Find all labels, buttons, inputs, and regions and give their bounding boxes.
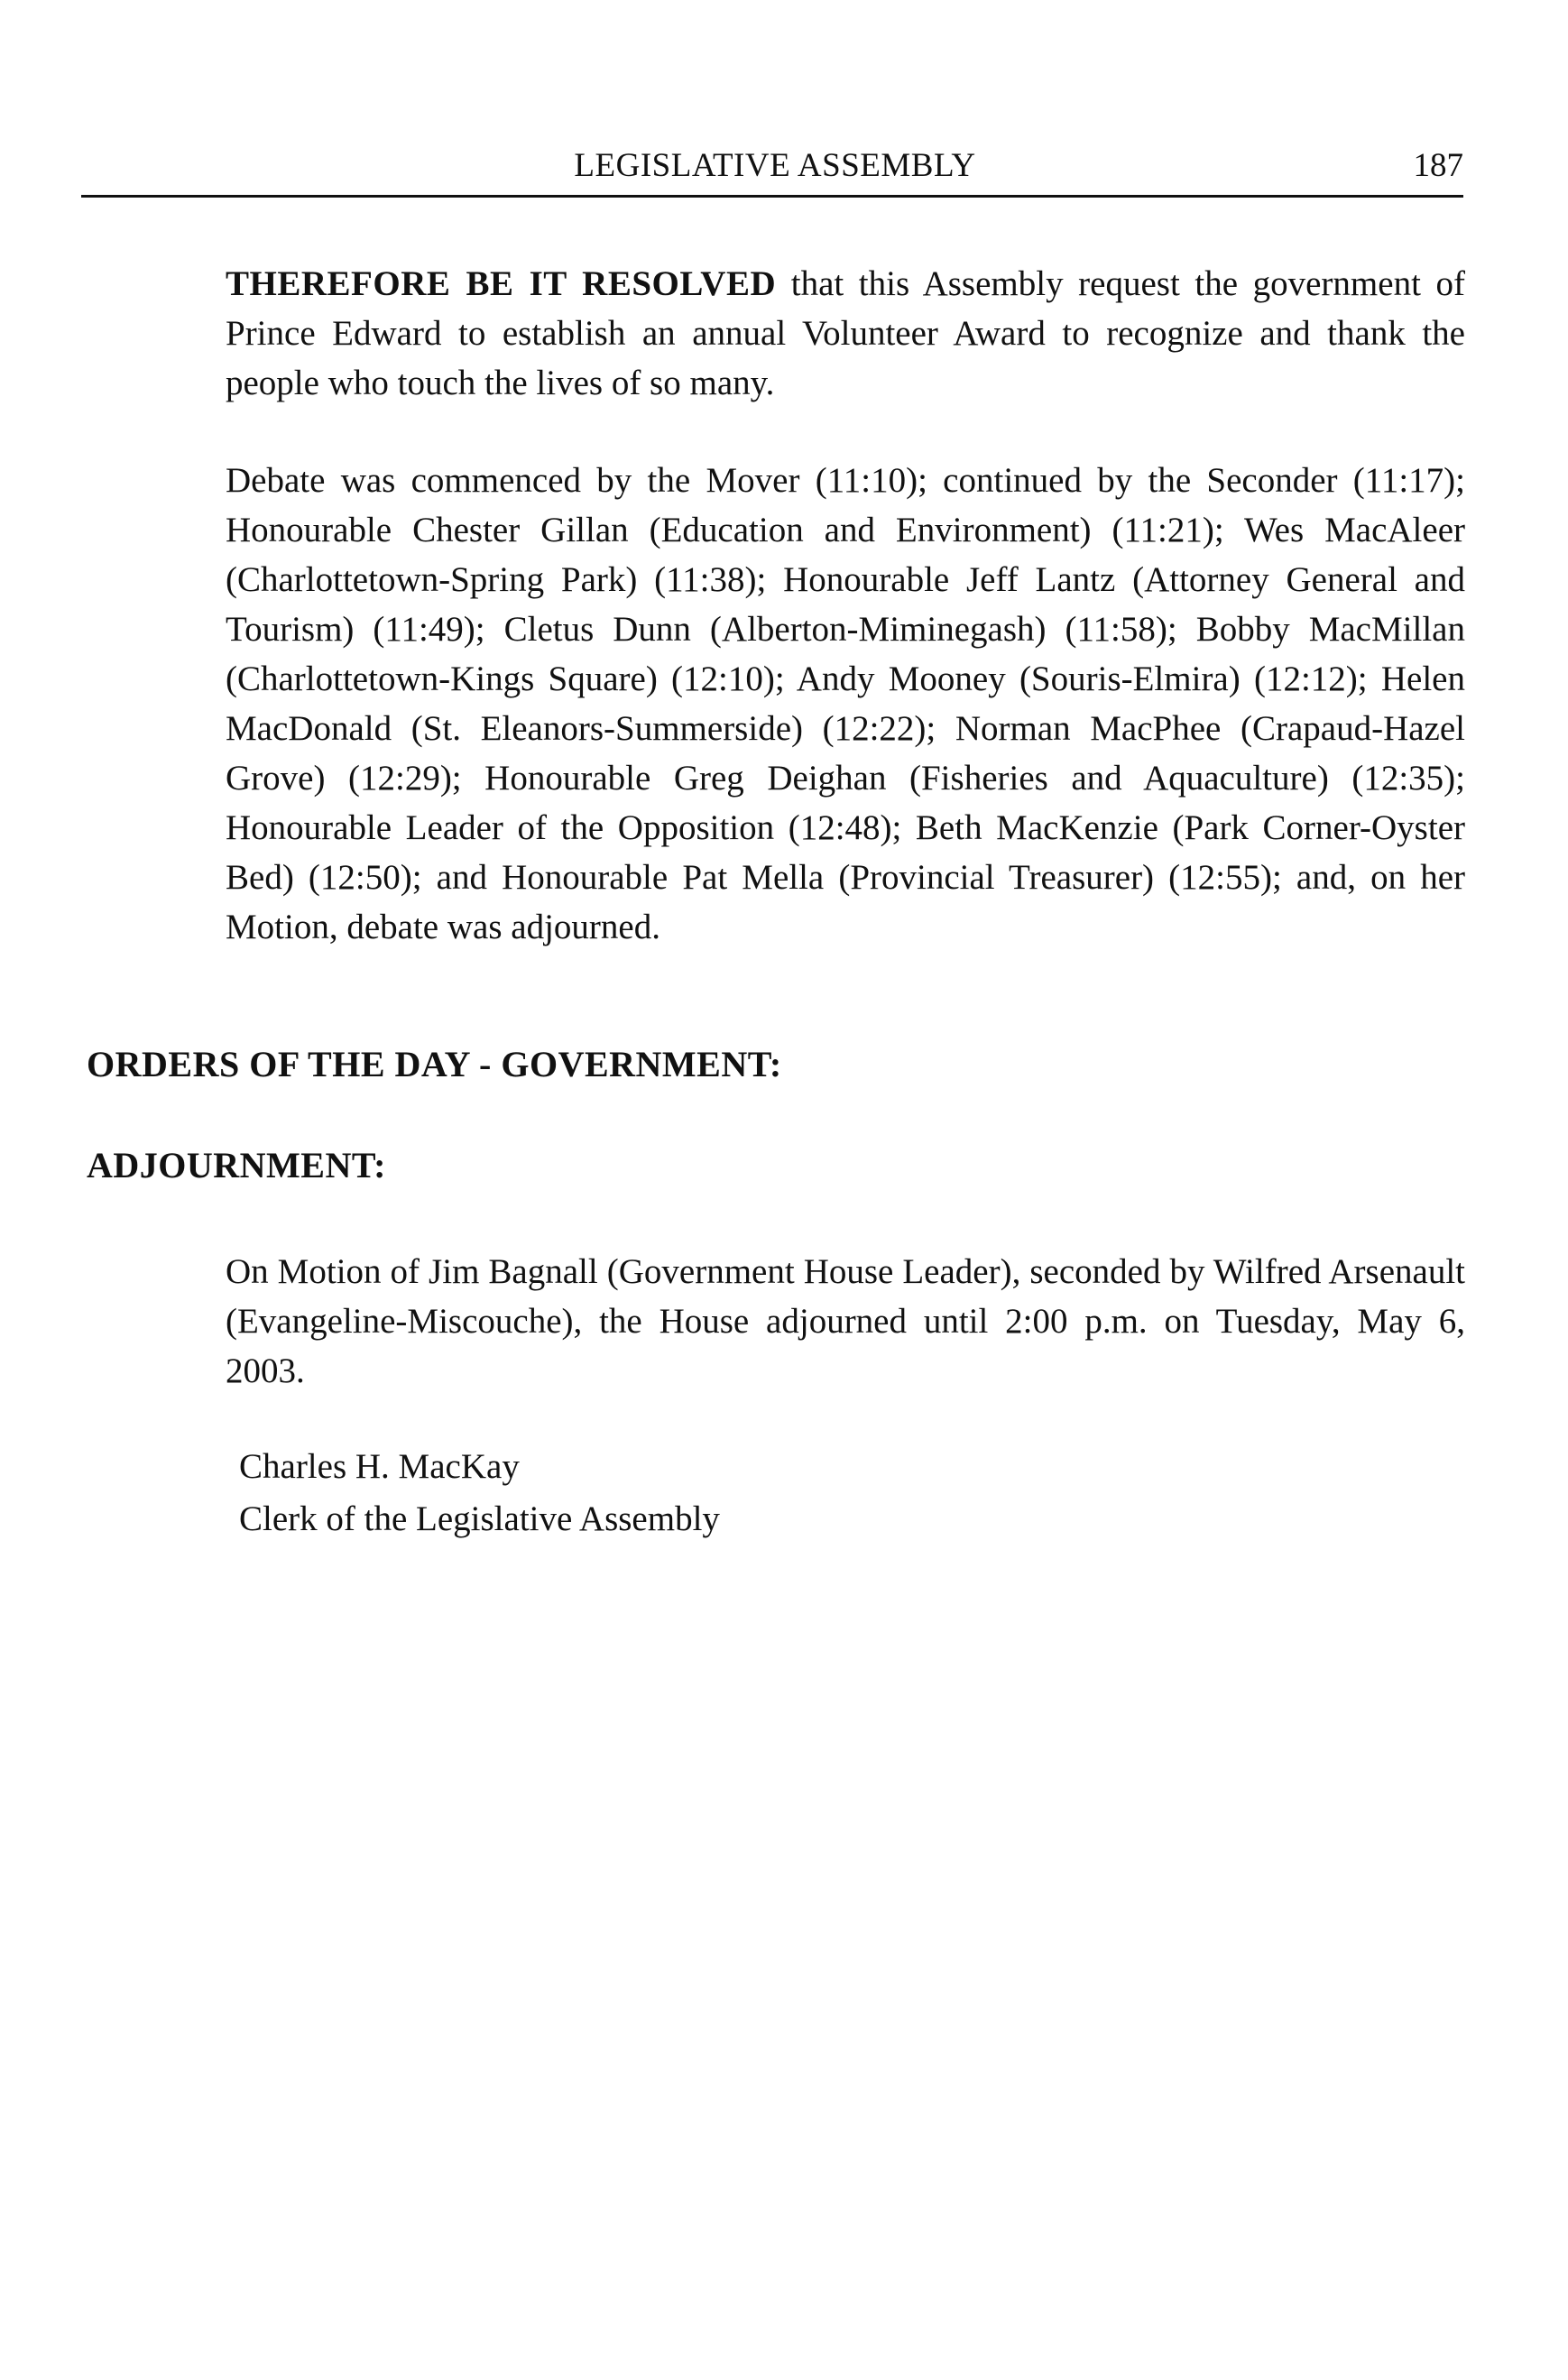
adjournment-heading: ADJOURNMENT:: [87, 1145, 386, 1185]
resolution-lead: THEREFORE BE IT RESOLVED: [226, 264, 777, 303]
resolution-paragraph: [226, 259, 1465, 408]
running-title: LEGISLATIVE ASSEMBLY: [574, 147, 976, 184]
header-rule: [81, 195, 1463, 198]
orders-of-the-day-heading: ORDERS OF THE DAY - GOVERNMENT:: [87, 1044, 782, 1084]
signatory-name: Charles H. MacKay: [239, 1447, 520, 1486]
page-number: 187: [1413, 147, 1463, 184]
page-header: [87, 144, 1463, 193]
debate-paragraph: Debate was commenced by the Mover (11:10); continued by the Seconder (11:17); Honourable Chester Gillan (Education and Environment) (11:21); Wes MacAleer (Charlottetown-Spring Park) (11:38); Honourable Jeff Lantz (Attorney General and Tourism) (11:49); Cletus Dunn (Alberton-Miminegash) (11:58); Bobby MacMillan (Charlottetown-Kings Square) (12:10); Andy Mooney (Souris-Elmira) (12:12); Helen MacDonald (St. Eleanors-Summerside) (12:22); Norman MacPhee (Crapaud-Hazel Grove) (12:29); Honourable Greg Deighan (Fisheries and Aquaculture) (12:35); Honourable Leader of the Opposition (12:48); Beth MacKenzie (Park Corner-Oyster Bed) (12:50); and Honourable Pat Mella (Provincial Treasurer) (12:55); and, on her Motion, debate was adjourned.: [226, 461, 1465, 946]
adjournment-paragraph: On Motion of Jim Bagnall (Government House Leader), seconded by Wilfred Arsenault (Evangeline-Miscouche), the House adjourned until 2:00 p.m. on Tuesday, May 6, 2003.: [226, 1252, 1465, 1390]
signatory-title: Clerk of the Legislative Assembly: [239, 1499, 720, 1538]
resolution-text: that this Assembly request the government of Prince Edward to establish an annual Volunteer Award to recognize and thank the people who touch the lives of so many.: [226, 264, 1465, 402]
signature-block: [239, 1441, 720, 1545]
